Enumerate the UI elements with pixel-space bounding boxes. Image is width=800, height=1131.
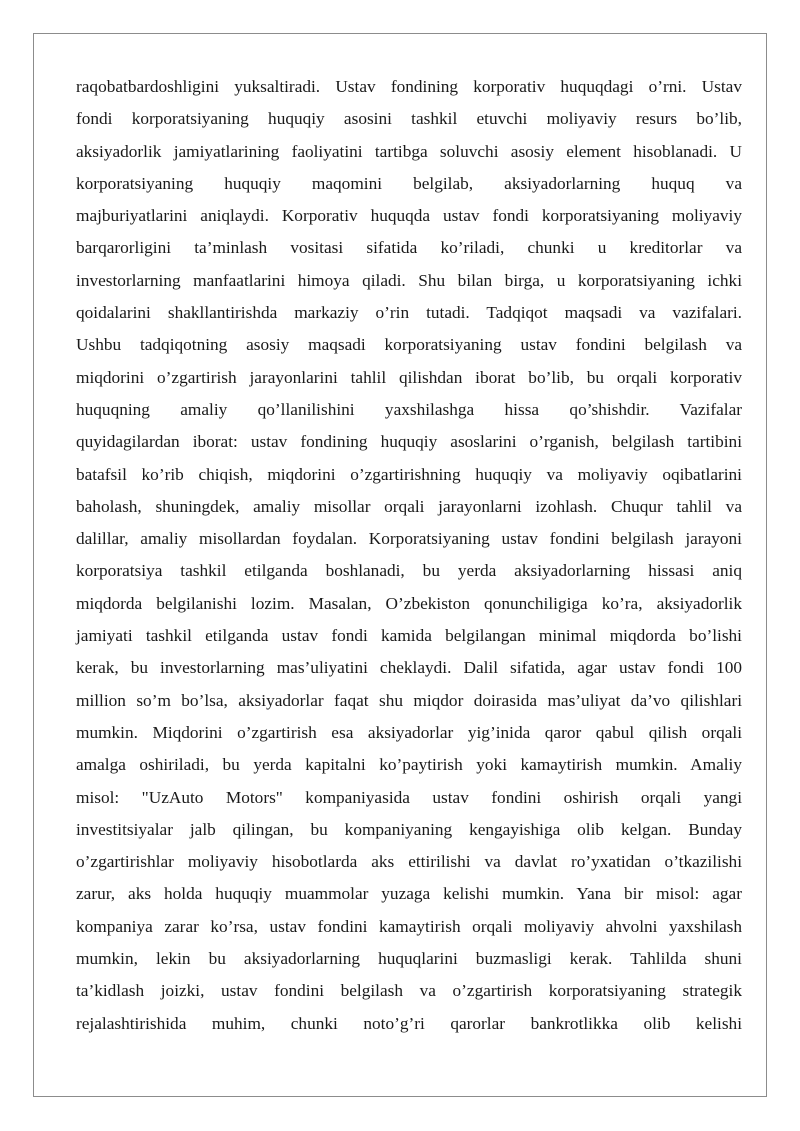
text-line: jamiyati tashkil etilganda ustav fondi kamida belgilangan minimal miqdorda bo’lishi [76,626,742,646]
text-line: dalillar, amaliy misollardan foydalan. Korporatsiyaning ustav fondini belgilash jarayoni [76,529,742,549]
document-body-text [76,71,742,1040]
text-line: kerak, bu investorlarning mas’uliyatini cheklaydi. Dalil sifatida, agar ustav fondi 100 [76,658,742,678]
text-line: investitsiyalar jalb qilingan, bu kompaniyaning kengayishiga olib kelgan. Bunday [76,819,742,839]
text-line: qoidalarini shakllantirishda markaziy o’rin tutadi. Tadqiqot maqsadi va vazifalari. [76,303,742,323]
text-line: o’zgartirishlar moliyaviy hisobotlarda aks ettirilishi va davlat ro’yxatidan o’tkazilishi [76,852,742,872]
text-line: fondi korporatsiyaning huquqiy asosini tashkil etuvchi moliyaviy resurs bo’lib, [76,109,742,129]
text-line: baholash, shuningdek, amaliy misollar orqali jarayonlarni izohlash. Chuqur tahlil va [76,496,742,516]
text-line: amalga oshiriladi, bu yerda kapitalni ko’paytirish yoki kamaytirish mumkin. Amaliy [76,755,742,775]
text-line: investorlarning manfaatlarini himoya qiladi. Shu bilan birga, u korporatsiyaning ichki [76,270,742,290]
text-line: huquqning amaliy qo’llanilishini yaxshilashga hissa qo’shishdir. Vazifalar [76,399,742,419]
text-line: misol: "UzAuto Motors" kompaniyasida ustav fondini oshirish orqali yangi [76,787,742,807]
text-line: majburiyatlarini aniqlaydi. Korporativ huquqda ustav fondi korporatsiyaning moliyaviy [76,206,742,226]
text-line: million so’m bo’lsa, aksiyadorlar faqat shu miqdor doirasida mas’uliyat da’vo qilishlari [76,690,742,710]
text-line: miqdorini o’zgartirish jarayonlarini tahlil qilishdan iborat bo’lib, bu orqali korporativ [76,367,742,387]
text-line: raqobatbardoshligini yuksaltiradi. Ustav fondining korporativ huquqdagi o’rni. Ustav [76,77,742,96]
text-line: quyidagilardan iborat: ustav fondining huquqiy asoslarini o’rganish, belgilash tartibini [76,432,742,452]
text-line: barqarorligini ta’minlash vositasi sifatida ko’riladi, chunki u kreditorlar va [76,238,742,258]
text-line: batafsil ko’rib chiqish, miqdorini o’zgartirishning huquqiy va moliyaviy oqibatlarini [76,464,742,484]
text-line: aksiyadorlik jamiyatlarining faoliyatini tartibga soluvchi asosiy element hisoblanadi. U [76,141,742,161]
text-line: Ushbu tadqiqotning asosiy maqsadi korporatsiyaning ustav fondini belgilash va [76,335,742,355]
text-line: ta’kidlash joizki, ustav fondini belgilash va o’zgartirish korporatsiyaning strategik [76,981,742,1001]
text-line: mumkin, lekin bu aksiyadorlarning huquqlarini buzmasligi kerak. Tahlilda shuni [76,949,742,969]
text-line: rejalashtirishida muhim, chunki noto’g’ri qarorlar bankrotlikka olib kelishi [76,1013,742,1033]
text-line: mumkin. Miqdorini o’zgartirish esa aksiyadorlar yig’inida qaror qabul qilish orqali [76,722,742,742]
text-line: korporatsiya tashkil etilganda boshlanadi, bu yerda aksiyadorlarning hissasi aniq [76,561,742,581]
text-line: kompaniya zarar ko’rsa, ustav fondini kamaytirish orqali moliyaviy ahvolni yaxshilash [76,916,742,936]
text-line: zarur, aks holda huquqiy muammolar yuzaga kelishi mumkin. Yana bir misol: agar [76,884,742,904]
text-line: korporatsiyaning huquqiy maqomini belgilab, aksiyadorlarning huquq va [76,173,742,193]
text-line: miqdorda belgilanishi lozim. Masalan, O’zbekiston qonunchiligiga ko’ra, aksiyadorlik [76,593,742,613]
